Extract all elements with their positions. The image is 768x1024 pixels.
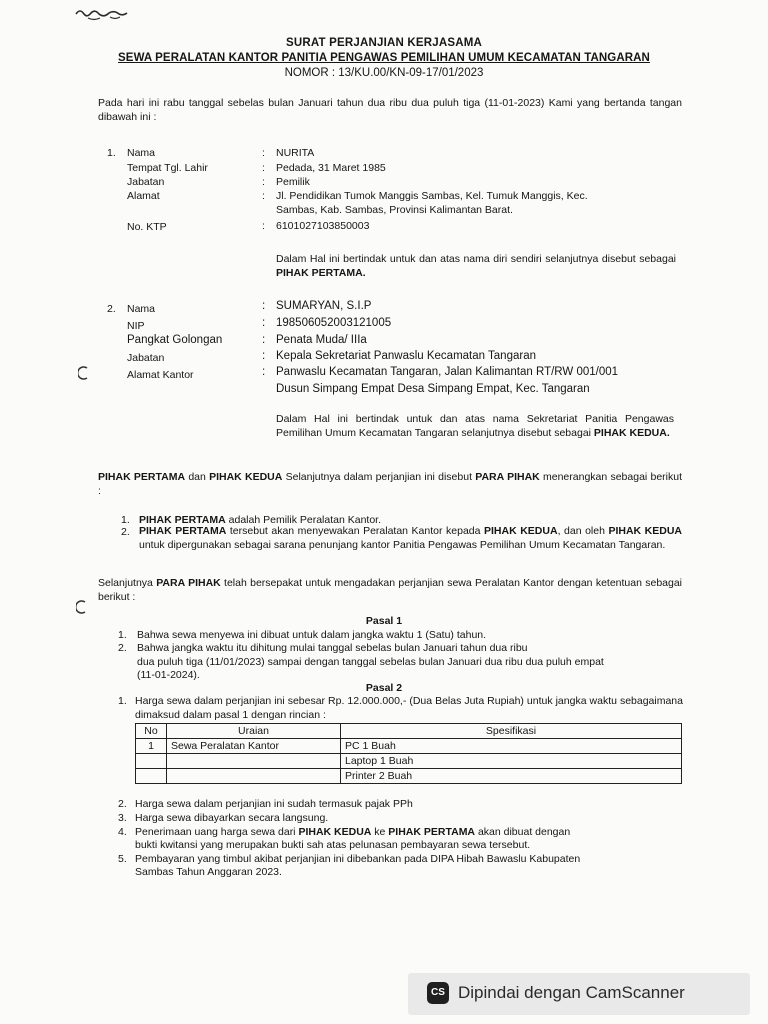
pasal2-item-number: 1.	[118, 695, 127, 707]
party2-value-rank: Penata Muda/ IIIa	[276, 334, 367, 346]
table-cell: Printer 2 Buah	[341, 769, 682, 784]
party2-value-name: SUMARYAN, S.I.P	[276, 300, 372, 312]
pasal2-item-line2: bukti kwitansi yang merupakan bukti sah atas pelunasan pembayaran sewa tersebut.	[135, 839, 531, 851]
table-header-row	[136, 724, 682, 739]
pasal1-item: Bahwa sewa menyewa ini dibuat untuk dalam jangka waktu 1 (Satu) tahun.	[137, 629, 487, 641]
table-header-uraian: Uraian	[167, 724, 341, 739]
point-item: PIHAK PERTAMA adalah Pemilik Peralatan Kantor.	[139, 514, 381, 526]
party1-label-address: Alamat	[127, 190, 160, 202]
pasal2-title: Pasal 2	[365, 682, 403, 694]
para-pihak-paragraph: PIHAK PERTAMA dan PIHAK KEDUA Selanjutnya dalam perjanjian ini disebut PARA PIHAK menerangkan sebagai berikut :	[98, 471, 683, 497]
pasal2-item-number: 5.	[118, 853, 127, 865]
party2-statement: Dalam Hal ini bertindak untuk dan atas nama Sekretariat Panitia Pengawas Pemilihan Umum Kecamatan Tangaran selanjutnya disebut sebagai PIHAK KEDUA.	[276, 413, 674, 439]
camscanner-logo: CS	[427, 982, 449, 1004]
punch-hole-mark	[76, 600, 90, 614]
point-number: 2.	[121, 526, 130, 538]
separator-colon: :	[262, 366, 266, 378]
party1-label-birth: Tempat Tgl. Lahir	[127, 162, 208, 174]
pasal1-title: Pasal 1	[365, 615, 403, 627]
point-item: PIHAK PERTAMA tersebut akan menyewakan Peralatan Kantor kepada PIHAK KEDUA, dan oleh PIHAK KEDUA untuk dipergunakan sebagai sarana penunjang kantor Panitia Pengawas Pemilihan Umum Kecamatan Tangaran.	[139, 525, 683, 551]
pasal2-item-number: 2.	[118, 798, 127, 810]
pasal2-item: Harga sewa dibayarkan secara langsung.	[135, 812, 329, 824]
separator-colon: :	[262, 300, 266, 312]
party2-label-office: Alamat Kantor	[127, 369, 194, 381]
document-number: NOMOR : 13/KU.00/KN-09-17/01/2023	[284, 67, 484, 79]
pasal1-item-line1: Bahwa jangka waktu itu dihitung mulai tanggal sebelas bulan Januari tahun dua ribu	[137, 642, 528, 654]
separator-colon: :	[262, 350, 266, 362]
intro-paragraph: Pada hari ini rabu tanggal sebelas bulan Januari tahun dua ribu dua puluh tiga (11-01-2023) Kami yang bertanda tangan dibawah ini :	[98, 97, 682, 123]
party1-value-name: NURITA	[276, 147, 315, 159]
table-cell	[136, 754, 167, 769]
table-cell: PC 1 Buah	[341, 739, 682, 754]
pasal2-item-line2: Sambas Tahun Anggaran 2023.	[135, 866, 282, 878]
pasal2-item: Harga sewa dalam perjanjian ini sudah termasuk pajak PPh	[135, 798, 413, 810]
party1-label-ktp: No. KTP	[127, 221, 167, 233]
party1-value-ktp: 6101027103850003	[276, 220, 370, 232]
party2-label-rank: Pangkat Golongan	[127, 334, 223, 346]
party2-label-nip: NIP	[127, 320, 145, 332]
pasal1-item-line3: (11-01-2024).	[137, 669, 200, 681]
table-row	[136, 769, 682, 784]
party1-label-name: Nama	[127, 147, 156, 159]
separator-colon: :	[262, 147, 265, 159]
party1-value-birth: Pedada, 31 Maret 1985	[276, 162, 386, 174]
table-row	[136, 754, 682, 769]
separator-colon: :	[262, 176, 265, 188]
separator-colon: :	[262, 317, 266, 329]
pasal2-item1: Harga sewa dalam perjanjian ini sebesar Rp. 12.000.000,- (Dua Belas Juta Rupiah) untuk jangka waktu sebagaimana dimaksud dalam pasal 1 dengan rincian :	[135, 695, 683, 721]
party1-value-address-line1: Jl. Pendidikan Tumok Manggis Sambas, Kel. Tumuk Manggis, Kec.	[276, 190, 588, 202]
party2-value-position: Kepala Sekretariat Panwaslu Kecamatan Tangaran	[276, 350, 536, 362]
separator-colon: :	[262, 220, 265, 232]
table-cell	[167, 754, 341, 769]
table-cell	[136, 769, 167, 784]
pasal2-item-line1: Penerimaan uang harga sewa dari PIHAK KEDUA ke PIHAK PERTAMA akan dibuat dengan	[135, 826, 571, 838]
pasal2-item-line1: Pembayaran yang timbul akibat perjanjian ini dibebankan pada DIPA Hibah Bawaslu Kabupaten	[135, 853, 581, 865]
party1-value-position: Pemilik	[276, 176, 310, 188]
table-cell	[167, 769, 341, 784]
table-header-spesifikasi: Spesifikasi	[341, 724, 682, 739]
table-cell: Laptop 1 Buah	[341, 754, 682, 769]
document-subtitle: SEWA PERALATAN KANTOR PANITIA PENGAWAS PEMILIHAN UMUM KECAMATAN TANGARAN	[118, 52, 650, 64]
table-cell: 1	[136, 739, 167, 754]
party1-value-address-line2: Sambas, Kab. Sambas, Provinsi Kalimantan Barat.	[276, 204, 513, 216]
punch-hole-mark	[78, 366, 92, 380]
party2-value-nip: 198506052003121005	[276, 317, 392, 329]
party2-value-office-line2: Dusun Simpang Empat Desa Simpang Empat, Kec. Tangaran	[276, 383, 590, 395]
table-cell: Sewa Peralatan Kantor	[167, 739, 341, 754]
agreement-paragraph: Selanjutnya PARA PIHAK telah bersepakat untuk mengadakan perjanjian sewa Peralatan Kantor dengan ketentuan sebagai berikut :	[98, 577, 683, 603]
point-number: 1.	[121, 514, 130, 526]
party1-label-position: Jabatan	[127, 176, 165, 188]
camscanner-text: Dipindai dengan CamScanner	[458, 983, 685, 1002]
pasal2-item-number: 4.	[118, 826, 127, 838]
handwritten-mark	[74, 6, 134, 26]
pasal1-item-line2: dua puluh tiga (11/01/2023) sampai dengan tanggal sebelas bulan Januari dua ribu dua puluh empat	[137, 656, 604, 668]
pasal2-item-number: 3.	[118, 812, 127, 824]
document-title: SURAT PERJANJIAN KERJASAMA	[285, 37, 483, 49]
pasal1-item-number: 1.	[118, 629, 127, 641]
spec-table	[135, 723, 682, 784]
table-row	[136, 739, 682, 754]
party1-number: 1.	[107, 147, 116, 159]
party1-statement: Dalam Hal ini bertindak untuk dan atas nama diri sendiri selanjutnya disebut sebagai PIHAK PERTAMA.	[276, 253, 676, 279]
table-header-no: No	[136, 724, 167, 739]
separator-colon: :	[262, 190, 265, 202]
separator-colon: :	[262, 334, 266, 346]
party2-value-office-line1: Panwaslu Kecamatan Tangaran, Jalan Kalimantan RT/RW 001/001	[276, 366, 619, 378]
pasal1-item-number: 2.	[118, 642, 127, 654]
party2-number: 2.	[107, 303, 116, 315]
separator-colon: :	[262, 162, 265, 174]
party2-label-position: Jabatan	[127, 352, 165, 364]
camscanner-watermark	[408, 973, 750, 1015]
party2-label-name: Nama	[127, 303, 156, 315]
